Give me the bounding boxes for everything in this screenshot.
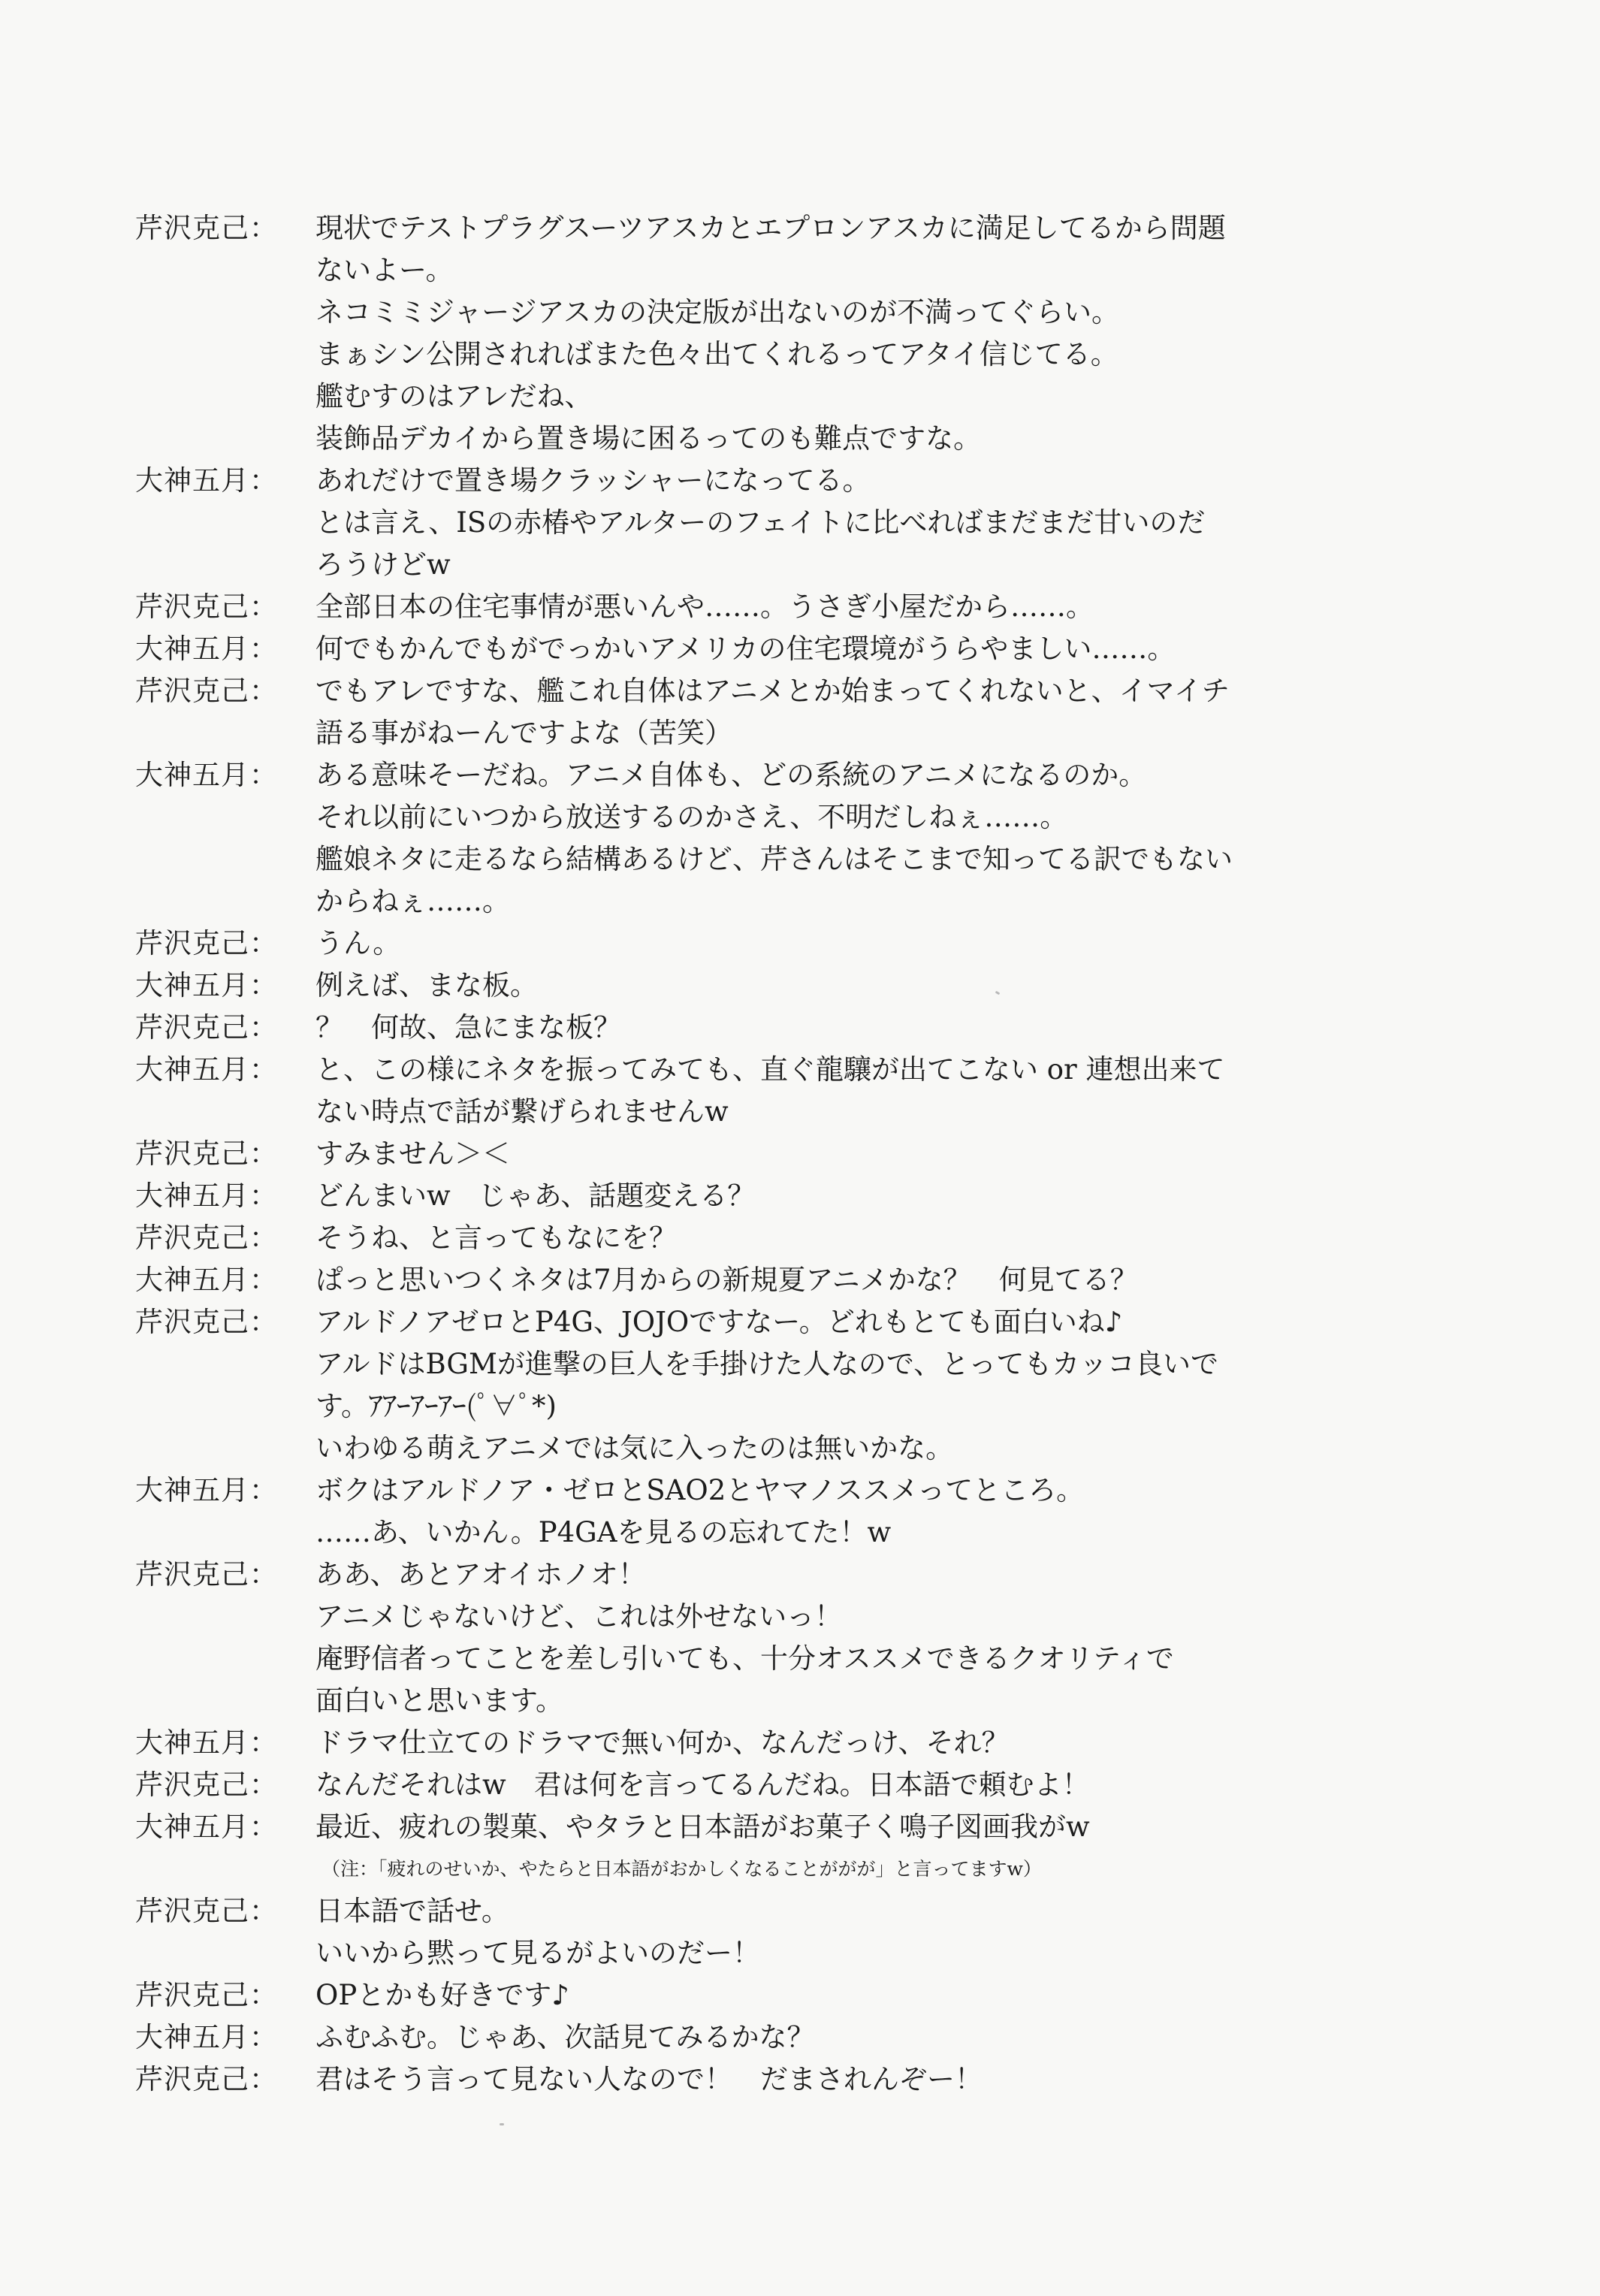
speech-line: とは言え、ISの赤椿やアルターのフェイトに比べればまだまだ甘いのだ <box>315 506 1206 539</box>
dialogue-entry <box>135 923 1442 965</box>
speaker-name: 芹沢克己： <box>135 1222 278 1254</box>
speech-line: と、この様にネタを振ってみても、直ぐ龍驤が出てこない or 連想出来て <box>315 1053 1225 1086</box>
dialogue-entry <box>135 1007 1442 1049</box>
speech-text <box>315 1133 1442 1175</box>
speech-line: 艦娘ネタに走るなら結構あるけど、芹さんはそこまで知ってる訳でもない <box>315 843 1233 875</box>
dialogue-entry <box>135 1133 1442 1175</box>
speech-text <box>315 207 1442 460</box>
speaker-name: 大神五月： <box>135 1264 278 1296</box>
dialogue-transcript <box>135 207 1442 2101</box>
dialogue-entry <box>135 207 1442 460</box>
speaker-name: 大神五月： <box>135 464 278 497</box>
speech-line: ない時点で話が繋げられませんw <box>315 1095 729 1128</box>
speech-line: 庵野信者ってことを差し引いても、十分オススメできるクオリティで <box>315 1642 1174 1675</box>
dialogue-entry <box>135 1764 1442 1806</box>
speaker-name: 大神五月： <box>135 969 278 1001</box>
speech-line: うん。 <box>315 927 401 959</box>
dialogue-entry <box>135 628 1442 670</box>
speech-line: 日本語で話せ。 <box>315 1895 509 1927</box>
speech-text <box>315 1217 1442 1259</box>
dialogue-entry <box>135 1259 1442 1301</box>
speech-text <box>315 1259 1442 1301</box>
speech-line: アルドノアゼロとP4G、JOJOですなー。どれもとても面白いね♪ <box>315 1306 1123 1338</box>
speech-text <box>315 1554 1442 1722</box>
speaker-name: 芹沢克己： <box>135 212 278 244</box>
speech-line: アルドはBGMが進撃の巨人を手掛けた人なので、とってもカッコ良いで <box>315 1348 1218 1380</box>
speech-text <box>315 670 1442 754</box>
dialogue-entry <box>135 1301 1442 1470</box>
speaker-name: 芹沢克己： <box>135 591 278 623</box>
dialogue-entry <box>135 460 1442 586</box>
speaker-name: 大神五月： <box>135 2021 278 2053</box>
speech-text <box>315 1175 1442 1217</box>
speech-text <box>315 1890 1442 1974</box>
speaker-name: 芹沢克己： <box>135 1011 278 1044</box>
speech-text <box>315 2059 1442 2101</box>
speaker-name: 大神五月： <box>135 1474 278 1506</box>
speaker-name: 大神五月： <box>135 759 278 791</box>
speech-text <box>315 965 1442 1007</box>
speech-line: ああ、あとアオイホノオ！ <box>315 1558 646 1591</box>
speech-line: ある意味そーだね。アニメ自体も、どの系統のアニメになるのか。 <box>315 759 1147 791</box>
dialogue-entry <box>135 965 1442 1007</box>
speech-text <box>315 1049 1442 1133</box>
speaker-name: 大神五月： <box>135 1727 278 1759</box>
speech-line: ふむふむ。じゃあ、次話見てみるかな？ <box>315 2021 815 2053</box>
speech-text <box>315 1301 1442 1470</box>
speech-line: 装飾品デカイから置き場に困るってのも難点ですな。 <box>315 422 982 455</box>
dialogue-entry <box>135 1217 1442 1259</box>
speaker-name: 芹沢克己： <box>135 1137 278 1170</box>
speech-line: ドラマ仕立てのドラマで無い何か、なんだっけ、それ？ <box>315 1727 1010 1759</box>
speech-line: ろうけどw <box>315 548 451 581</box>
speech-line: OPとかも好きです♪ <box>315 1979 569 2011</box>
speech-line: 最近、疲れの製菓、やタラと日本語がお菓子く鳴子図画我がw <box>315 1811 1090 1843</box>
speech-text <box>315 460 1442 586</box>
speech-text <box>315 586 1442 628</box>
speech-text <box>315 1974 1442 2017</box>
dialogue-entry <box>135 1806 1442 1890</box>
speech-text <box>315 2017 1442 2059</box>
speech-text <box>315 1007 1442 1049</box>
speech-line: なんだそれはw 君は何を言ってるんだね。日本語で頼むよ！ <box>315 1769 1090 1801</box>
speech-line: ネコミミジャージアスカの決定版が出ないのが不満ってぐらい。 <box>315 296 1120 328</box>
speech-line: ？ 何故、急にまな板？ <box>315 1011 621 1044</box>
editor-note: （注：「疲れのせいか、やたらと日本語がおかしくなることががが」と言ってますw） <box>322 1858 1042 1880</box>
speech-line: そうね、と言ってもなにを？ <box>315 1222 677 1254</box>
speaker-name: 芹沢克己： <box>135 675 278 707</box>
speech-text <box>315 1722 1442 1764</box>
speech-text <box>315 628 1442 670</box>
speech-line: ぱっと思いつくネタは7月からの新規夏アニメかな？ 何見てる？ <box>315 1264 1138 1296</box>
speaker-name: 大神五月： <box>135 633 278 665</box>
speech-line: 全部日本の住宅事情が悪いんや……。うさぎ小屋だから……。 <box>315 591 1094 623</box>
dialogue-entry <box>135 2059 1442 2101</box>
dialogue-entry <box>135 754 1442 923</box>
speech-line: 面白いと思います。 <box>315 1684 564 1717</box>
speaker-name: 芹沢克己： <box>135 1558 278 1591</box>
speech-line: ボクはアルドノア・ゼロとSAO2とヤマノススメってところ。 <box>315 1474 1085 1506</box>
speech-line: 例えば、まな板。 <box>315 969 538 1001</box>
speech-line: 艦むすのはアレだね、 <box>315 380 593 412</box>
dialogue-entry <box>135 1554 1442 1722</box>
speech-text <box>315 1470 1442 1554</box>
speaker-name: 大神五月： <box>135 1180 278 1212</box>
speech-line: まぁシン公開されればまた色々出てくれるってアタイ信じてる。 <box>315 338 1118 370</box>
speaker-name: 大神五月： <box>135 1053 278 1086</box>
speech-line: アニメじゃないけど、これは外せないっ！ <box>315 1600 843 1633</box>
speech-line: 君はそう言って見ない人なので！ だまされんぞー！ <box>315 2063 983 2095</box>
speech-line: ないよー。 <box>315 254 454 286</box>
dialogue-entry <box>135 1049 1442 1133</box>
speaker-name: 芹沢克己： <box>135 927 278 959</box>
dialogue-entry <box>135 586 1442 628</box>
speech-line: どんまいw じゃあ、話題変える？ <box>315 1180 756 1212</box>
dialogue-entry <box>135 1175 1442 1217</box>
speech-line: すみません＞＜ <box>315 1137 510 1170</box>
speech-text <box>315 754 1442 923</box>
speaker-name: 芹沢克己： <box>135 1769 278 1801</box>
speech-line: それ以前にいつから放送するのかさえ、不明だしねぇ……。 <box>315 801 1068 833</box>
speech-line: いいから黙って見るがよいのだー！ <box>315 1937 760 1969</box>
dialogue-entry <box>135 1890 1442 1974</box>
speech-line: 何でもかんでもがでっかいアメリカの住宅環境がうらやましい……。 <box>315 633 1176 665</box>
speaker-name: 芹沢克己： <box>135 2063 278 2095</box>
speaker-name: 大神五月： <box>135 1811 278 1843</box>
speech-line: あれだけで置き場クラッシャーになってる。 <box>315 464 871 497</box>
dialogue-entry <box>135 2017 1442 2059</box>
speech-text <box>315 923 1442 965</box>
speech-text <box>315 1806 1442 1890</box>
dialogue-entry <box>135 1470 1442 1554</box>
speech-line: す。ｱｱｰｱｰｱｰ(ﾟ∀ﾟ*) <box>315 1390 557 1422</box>
speech-line: 現状でテストプラグスーツアスカとエプロンアスカに満足してるから問題 <box>315 212 1226 244</box>
speech-line: いわゆる萌えアニメでは気に入ったのは無いかな。 <box>315 1432 954 1464</box>
speech-text <box>315 1764 1442 1806</box>
speaker-name: 芹沢克己： <box>135 1895 278 1927</box>
dialogue-entry <box>135 1974 1442 2017</box>
speaker-name: 芹沢克己： <box>135 1979 278 2011</box>
scan-speck <box>500 2123 504 2125</box>
speaker-name: 芹沢克己： <box>135 1306 278 1338</box>
dialogue-entry <box>135 1722 1442 1764</box>
speech-line: からねぇ……。 <box>315 885 510 917</box>
dialogue-entry <box>135 670 1442 754</box>
speech-line: ……あ、いかん。P4GAを見るの忘れてた！w <box>315 1516 892 1548</box>
speech-line: 語る事がねーんですよな（苦笑） <box>315 717 732 749</box>
speech-line: でもアレですな、艦これ自体はアニメとか始まってくれないと、イマイチ <box>315 675 1230 707</box>
